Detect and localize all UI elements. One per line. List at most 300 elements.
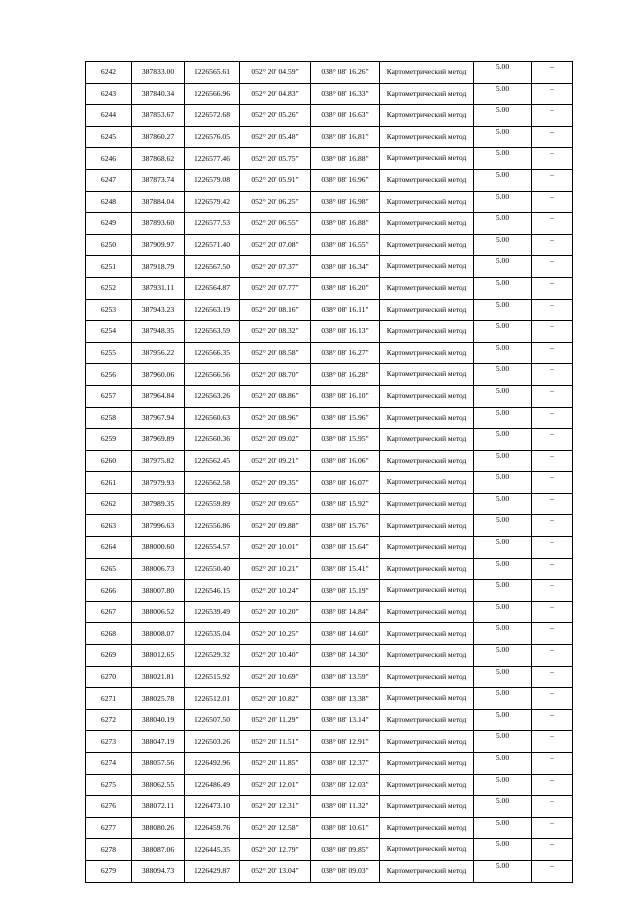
note-cell: – <box>532 601 573 623</box>
note-cell: – <box>532 796 573 818</box>
error-cell: 5.00 <box>474 126 532 148</box>
x-coordinate-cell: 387956.22 <box>132 342 185 364</box>
y-coordinate-cell: 1226560.63 <box>185 407 240 429</box>
y-coordinate-cell: 1226571.40 <box>185 234 240 256</box>
method-cell: Картометрический метод <box>380 623 474 645</box>
y-coordinate-cell: 1226579.42 <box>185 191 240 213</box>
error-cell: 5.00 <box>474 169 532 191</box>
x-coordinate-cell: 387873.74 <box>132 169 185 191</box>
table-row <box>86 321 573 343</box>
latitude-cell: 052° 20' 12.01" <box>240 774 311 796</box>
note-cell: – <box>532 645 573 667</box>
table-row <box>86 256 573 278</box>
error-cell: 5.00 <box>474 645 532 667</box>
point-number-cell: 6257 <box>86 385 132 407</box>
x-coordinate-cell: 387833.00 <box>132 62 185 84</box>
point-number-cell: 6273 <box>86 731 132 753</box>
method-cell: Картометрический метод <box>380 169 474 191</box>
y-coordinate-cell: 1226529.32 <box>185 645 240 667</box>
latitude-cell: 052° 20' 09.02" <box>240 429 311 451</box>
error-cell: 5.00 <box>474 385 532 407</box>
y-coordinate-cell: 1226492.96 <box>185 753 240 775</box>
longitude-cell: 038° 08' 09.03" <box>311 860 380 882</box>
point-number-cell: 6262 <box>86 493 132 515</box>
y-coordinate-cell: 1226566.96 <box>185 83 240 105</box>
longitude-cell: 038° 08' 15.92" <box>311 493 380 515</box>
longitude-cell: 038° 08' 16.13" <box>311 321 380 343</box>
y-coordinate-cell: 1226556.86 <box>185 515 240 537</box>
method-cell: Картометрический метод <box>380 385 474 407</box>
y-coordinate-cell: 1226562.45 <box>185 450 240 472</box>
y-coordinate-cell: 1226535.04 <box>185 623 240 645</box>
x-coordinate-cell: 387979.93 <box>132 472 185 494</box>
note-cell: – <box>532 234 573 256</box>
longitude-cell: 038° 08' 09.85" <box>311 839 380 861</box>
coordinates-table <box>85 61 573 883</box>
method-cell: Картометрический метод <box>380 277 474 299</box>
x-coordinate-cell: 388008.07 <box>132 623 185 645</box>
point-number-cell: 6254 <box>86 321 132 343</box>
latitude-cell: 052° 20' 11.29" <box>240 709 311 731</box>
y-coordinate-cell: 1226473.10 <box>185 796 240 818</box>
method-cell: Картометрический метод <box>380 148 474 170</box>
table-row <box>86 623 573 645</box>
method-cell: Картометрический метод <box>380 364 474 386</box>
method-cell: Картометрический метод <box>380 753 474 775</box>
point-number-cell: 6268 <box>86 623 132 645</box>
method-cell: Картометрический метод <box>380 860 474 882</box>
longitude-cell: 038° 08' 12.91" <box>311 731 380 753</box>
note-cell: – <box>532 191 573 213</box>
x-coordinate-cell: 388006.52 <box>132 601 185 623</box>
table-row <box>86 645 573 667</box>
x-coordinate-cell: 387975.82 <box>132 450 185 472</box>
point-number-cell: 6264 <box>86 537 132 559</box>
method-cell: Картометрический метод <box>380 493 474 515</box>
method-cell: Картометрический метод <box>380 472 474 494</box>
note-cell: – <box>532 105 573 127</box>
latitude-cell: 052° 20' 09.88" <box>240 515 311 537</box>
y-coordinate-cell: 1226515.92 <box>185 666 240 688</box>
longitude-cell: 038° 08' 16.88" <box>311 213 380 235</box>
error-cell: 5.00 <box>474 83 532 105</box>
note-cell: – <box>532 277 573 299</box>
longitude-cell: 038° 08' 14.84" <box>311 601 380 623</box>
latitude-cell: 052° 20' 12.58" <box>240 817 311 839</box>
table-row <box>86 580 573 602</box>
method-cell: Картометрический метод <box>380 62 474 84</box>
longitude-cell: 038° 08' 16.33" <box>311 83 380 105</box>
table-row <box>86 213 573 235</box>
table-row <box>86 558 573 580</box>
table-row <box>86 860 573 882</box>
latitude-cell: 052° 20' 10.40" <box>240 645 311 667</box>
longitude-cell: 038° 08' 16.28" <box>311 364 380 386</box>
y-coordinate-cell: 1226577.53 <box>185 213 240 235</box>
longitude-cell: 038° 08' 15.64" <box>311 537 380 559</box>
point-number-cell: 6269 <box>86 645 132 667</box>
longitude-cell: 038° 08' 15.96" <box>311 407 380 429</box>
latitude-cell: 052° 20' 05.75" <box>240 148 311 170</box>
latitude-cell: 052° 20' 11.85" <box>240 753 311 775</box>
longitude-cell: 038° 08' 11.32" <box>311 796 380 818</box>
x-coordinate-cell: 388087.06 <box>132 839 185 861</box>
table-row <box>86 126 573 148</box>
x-coordinate-cell: 387948.35 <box>132 321 185 343</box>
point-number-cell: 6248 <box>86 191 132 213</box>
point-number-cell: 6277 <box>86 817 132 839</box>
longitude-cell: 038° 08' 16.55" <box>311 234 380 256</box>
note-cell: – <box>532 299 573 321</box>
y-coordinate-cell: 1226567.50 <box>185 256 240 278</box>
x-coordinate-cell: 388012.65 <box>132 645 185 667</box>
table-row <box>86 796 573 818</box>
y-coordinate-cell: 1226550.40 <box>185 558 240 580</box>
method-cell: Картометрический метод <box>380 105 474 127</box>
error-cell: 5.00 <box>474 515 532 537</box>
point-number-cell: 6261 <box>86 472 132 494</box>
point-number-cell: 6263 <box>86 515 132 537</box>
note-cell: – <box>532 83 573 105</box>
latitude-cell: 052° 20' 08.86" <box>240 385 311 407</box>
error-cell: 5.00 <box>474 299 532 321</box>
longitude-cell: 038° 08' 16.34" <box>311 256 380 278</box>
note-cell: – <box>532 256 573 278</box>
latitude-cell: 052° 20' 10.01" <box>240 537 311 559</box>
table-row <box>86 731 573 753</box>
table-row <box>86 234 573 256</box>
latitude-cell: 052° 20' 07.08" <box>240 234 311 256</box>
method-cell: Картометрический метод <box>380 645 474 667</box>
x-coordinate-cell: 388094.73 <box>132 860 185 882</box>
method-cell: Картометрический метод <box>380 429 474 451</box>
method-cell: Картометрический метод <box>380 126 474 148</box>
method-cell: Картометрический метод <box>380 774 474 796</box>
table-row <box>86 169 573 191</box>
note-cell: – <box>532 731 573 753</box>
error-cell: 5.00 <box>474 666 532 688</box>
note-cell: – <box>532 558 573 580</box>
y-coordinate-cell: 1226579.08 <box>185 169 240 191</box>
longitude-cell: 038° 08' 15.41" <box>311 558 380 580</box>
error-cell: 5.00 <box>474 774 532 796</box>
table-row <box>86 342 573 364</box>
x-coordinate-cell: 388057.56 <box>132 753 185 775</box>
y-coordinate-cell: 1226512.01 <box>185 688 240 710</box>
note-cell: – <box>532 364 573 386</box>
error-cell: 5.00 <box>474 105 532 127</box>
y-coordinate-cell: 1226563.19 <box>185 299 240 321</box>
latitude-cell: 052° 20' 05.91" <box>240 169 311 191</box>
y-coordinate-cell: 1226563.26 <box>185 385 240 407</box>
method-cell: Картометрический метод <box>380 580 474 602</box>
x-coordinate-cell: 387860.27 <box>132 126 185 148</box>
method-cell: Картометрический метод <box>380 537 474 559</box>
note-cell: – <box>532 429 573 451</box>
y-coordinate-cell: 1226559.89 <box>185 493 240 515</box>
table-row <box>86 493 573 515</box>
latitude-cell: 052° 20' 08.96" <box>240 407 311 429</box>
longitude-cell: 038° 08' 16.10" <box>311 385 380 407</box>
error-cell: 5.00 <box>474 688 532 710</box>
note-cell: – <box>532 407 573 429</box>
x-coordinate-cell: 388047.19 <box>132 731 185 753</box>
x-coordinate-cell: 388000.60 <box>132 537 185 559</box>
note-cell: – <box>532 472 573 494</box>
error-cell: 5.00 <box>474 148 532 170</box>
method-cell: Картометрический метод <box>380 191 474 213</box>
table-row <box>86 407 573 429</box>
y-coordinate-cell: 1226486.49 <box>185 774 240 796</box>
table-row <box>86 450 573 472</box>
longitude-cell: 038° 08' 16.11" <box>311 299 380 321</box>
latitude-cell: 052° 20' 04.83" <box>240 83 311 105</box>
y-coordinate-cell: 1226577.46 <box>185 148 240 170</box>
error-cell: 5.00 <box>474 472 532 494</box>
point-number-cell: 6265 <box>86 558 132 580</box>
table-row <box>86 105 573 127</box>
latitude-cell: 052° 20' 08.70" <box>240 364 311 386</box>
y-coordinate-cell: 1226563.59 <box>185 321 240 343</box>
error-cell: 5.00 <box>474 601 532 623</box>
latitude-cell: 052° 20' 10.24" <box>240 580 311 602</box>
note-cell: – <box>532 753 573 775</box>
longitude-cell: 038° 08' 14.30" <box>311 645 380 667</box>
method-cell: Картометрический метод <box>380 234 474 256</box>
table-row <box>86 472 573 494</box>
note-cell: – <box>532 860 573 882</box>
x-coordinate-cell: 387943.23 <box>132 299 185 321</box>
point-number-cell: 6245 <box>86 126 132 148</box>
note-cell: – <box>532 839 573 861</box>
error-cell: 5.00 <box>474 839 532 861</box>
longitude-cell: 038° 08' 16.98" <box>311 191 380 213</box>
error-cell: 5.00 <box>474 213 532 235</box>
point-number-cell: 6255 <box>86 342 132 364</box>
method-cell: Картометрический метод <box>380 213 474 235</box>
y-coordinate-cell: 1226539.49 <box>185 601 240 623</box>
longitude-cell: 038° 08' 13.14" <box>311 709 380 731</box>
method-cell: Картометрический метод <box>380 450 474 472</box>
error-cell: 5.00 <box>474 493 532 515</box>
note-cell: – <box>532 688 573 710</box>
point-number-cell: 6271 <box>86 688 132 710</box>
table-row <box>86 385 573 407</box>
point-number-cell: 6270 <box>86 666 132 688</box>
note-cell: – <box>532 493 573 515</box>
longitude-cell: 038° 08' 16.27" <box>311 342 380 364</box>
table-row <box>86 688 573 710</box>
point-number-cell: 6272 <box>86 709 132 731</box>
table-row <box>86 753 573 775</box>
x-coordinate-cell: 388025.78 <box>132 688 185 710</box>
longitude-cell: 038° 08' 16.88" <box>311 148 380 170</box>
x-coordinate-cell: 387884.04 <box>132 191 185 213</box>
latitude-cell: 052° 20' 09.35" <box>240 472 311 494</box>
method-cell: Картометрический метод <box>380 796 474 818</box>
table-row <box>86 429 573 451</box>
latitude-cell: 052° 20' 09.21" <box>240 450 311 472</box>
x-coordinate-cell: 387967.94 <box>132 407 185 429</box>
x-coordinate-cell: 387918.79 <box>132 256 185 278</box>
note-cell: – <box>532 450 573 472</box>
latitude-cell: 052° 20' 04.59" <box>240 62 311 84</box>
method-cell: Картометрический метод <box>380 666 474 688</box>
longitude-cell: 038° 08' 13.59" <box>311 666 380 688</box>
note-cell: – <box>532 62 573 84</box>
latitude-cell: 052° 20' 12.79" <box>240 839 311 861</box>
table-row <box>86 277 573 299</box>
longitude-cell: 038° 08' 12.37" <box>311 753 380 775</box>
method-cell: Картометрический метод <box>380 256 474 278</box>
error-cell: 5.00 <box>474 191 532 213</box>
note-cell: – <box>532 580 573 602</box>
note-cell: – <box>532 148 573 170</box>
point-number-cell: 6250 <box>86 234 132 256</box>
table-row <box>86 709 573 731</box>
error-cell: 5.00 <box>474 321 532 343</box>
table-row <box>86 62 573 84</box>
error-cell: 5.00 <box>474 62 532 84</box>
error-cell: 5.00 <box>474 342 532 364</box>
latitude-cell: 052° 20' 06.55" <box>240 213 311 235</box>
latitude-cell: 052° 20' 12.31" <box>240 796 311 818</box>
x-coordinate-cell: 387893.60 <box>132 213 185 235</box>
point-number-cell: 6249 <box>86 213 132 235</box>
longitude-cell: 038° 08' 15.76" <box>311 515 380 537</box>
y-coordinate-cell: 1226503.26 <box>185 731 240 753</box>
longitude-cell: 038° 08' 16.63" <box>311 105 380 127</box>
latitude-cell: 052° 20' 10.21" <box>240 558 311 580</box>
error-cell: 5.00 <box>474 753 532 775</box>
x-coordinate-cell: 387996.63 <box>132 515 185 537</box>
longitude-cell: 038° 08' 10.61" <box>311 817 380 839</box>
method-cell: Картометрический метод <box>380 688 474 710</box>
note-cell: – <box>532 709 573 731</box>
point-number-cell: 6252 <box>86 277 132 299</box>
x-coordinate-cell: 387853.67 <box>132 105 185 127</box>
table-row <box>86 191 573 213</box>
note-cell: – <box>532 537 573 559</box>
note-cell: – <box>532 623 573 645</box>
x-coordinate-cell: 388072.11 <box>132 796 185 818</box>
latitude-cell: 052° 20' 11.51" <box>240 731 311 753</box>
table-row <box>86 839 573 861</box>
longitude-cell: 038° 08' 15.19" <box>311 580 380 602</box>
method-cell: Картометрический метод <box>380 817 474 839</box>
table-row <box>86 537 573 559</box>
point-number-cell: 6246 <box>86 148 132 170</box>
point-number-cell: 6247 <box>86 169 132 191</box>
point-number-cell: 6244 <box>86 105 132 127</box>
point-number-cell: 6266 <box>86 580 132 602</box>
latitude-cell: 052° 20' 10.25" <box>240 623 311 645</box>
longitude-cell: 038° 08' 16.26" <box>311 62 380 84</box>
note-cell: – <box>532 169 573 191</box>
longitude-cell: 038° 08' 16.81" <box>311 126 380 148</box>
y-coordinate-cell: 1226576.05 <box>185 126 240 148</box>
note-cell: – <box>532 515 573 537</box>
point-number-cell: 6251 <box>86 256 132 278</box>
y-coordinate-cell: 1226572.68 <box>185 105 240 127</box>
longitude-cell: 038° 08' 12.03" <box>311 774 380 796</box>
latitude-cell: 052° 20' 05.48" <box>240 126 311 148</box>
error-cell: 5.00 <box>474 817 532 839</box>
point-number-cell: 6243 <box>86 83 132 105</box>
x-coordinate-cell: 388021.81 <box>132 666 185 688</box>
y-coordinate-cell: 1226565.61 <box>185 62 240 84</box>
x-coordinate-cell: 387868.62 <box>132 148 185 170</box>
y-coordinate-cell: 1226459.76 <box>185 817 240 839</box>
x-coordinate-cell: 388007.80 <box>132 580 185 602</box>
table-row <box>86 299 573 321</box>
note-cell: – <box>532 385 573 407</box>
table-row <box>86 83 573 105</box>
y-coordinate-cell: 1226507.50 <box>185 709 240 731</box>
point-number-cell: 6242 <box>86 62 132 84</box>
error-cell: 5.00 <box>474 580 532 602</box>
error-cell: 5.00 <box>474 709 532 731</box>
error-cell: 5.00 <box>474 450 532 472</box>
longitude-cell: 038° 08' 16.20" <box>311 277 380 299</box>
note-cell: – <box>532 774 573 796</box>
latitude-cell: 052° 20' 07.77" <box>240 277 311 299</box>
error-cell: 5.00 <box>474 731 532 753</box>
table-row <box>86 364 573 386</box>
x-coordinate-cell: 387840.34 <box>132 83 185 105</box>
point-number-cell: 6258 <box>86 407 132 429</box>
method-cell: Картометрический метод <box>380 321 474 343</box>
table-body <box>86 62 573 883</box>
error-cell: 5.00 <box>474 623 532 645</box>
point-number-cell: 6253 <box>86 299 132 321</box>
y-coordinate-cell: 1226429.87 <box>185 860 240 882</box>
point-number-cell: 6275 <box>86 774 132 796</box>
error-cell: 5.00 <box>474 407 532 429</box>
latitude-cell: 052° 20' 08.58" <box>240 342 311 364</box>
method-cell: Картометрический метод <box>380 515 474 537</box>
note-cell: – <box>532 321 573 343</box>
error-cell: 5.00 <box>474 796 532 818</box>
error-cell: 5.00 <box>474 364 532 386</box>
latitude-cell: 052° 20' 09.65" <box>240 493 311 515</box>
latitude-cell: 052° 20' 10.20" <box>240 601 311 623</box>
y-coordinate-cell: 1226445.35 <box>185 839 240 861</box>
method-cell: Картометрический метод <box>380 299 474 321</box>
method-cell: Картометрический метод <box>380 83 474 105</box>
latitude-cell: 052° 20' 05.26" <box>240 105 311 127</box>
note-cell: – <box>532 666 573 688</box>
error-cell: 5.00 <box>474 537 532 559</box>
longitude-cell: 038° 08' 15.95" <box>311 429 380 451</box>
x-coordinate-cell: 387931.11 <box>132 277 185 299</box>
note-cell: – <box>532 213 573 235</box>
table-row <box>86 601 573 623</box>
y-coordinate-cell: 1226564.87 <box>185 277 240 299</box>
x-coordinate-cell: 388006.73 <box>132 558 185 580</box>
longitude-cell: 038° 08' 16.07" <box>311 472 380 494</box>
error-cell: 5.00 <box>474 256 532 278</box>
note-cell: – <box>532 342 573 364</box>
x-coordinate-cell: 387989.35 <box>132 493 185 515</box>
point-number-cell: 6260 <box>86 450 132 472</box>
point-number-cell: 6278 <box>86 839 132 861</box>
x-coordinate-cell: 388080.26 <box>132 817 185 839</box>
method-cell: Картометрический метод <box>380 342 474 364</box>
latitude-cell: 052° 20' 08.16" <box>240 299 311 321</box>
latitude-cell: 052° 20' 10.82" <box>240 688 311 710</box>
point-number-cell: 6279 <box>86 860 132 882</box>
